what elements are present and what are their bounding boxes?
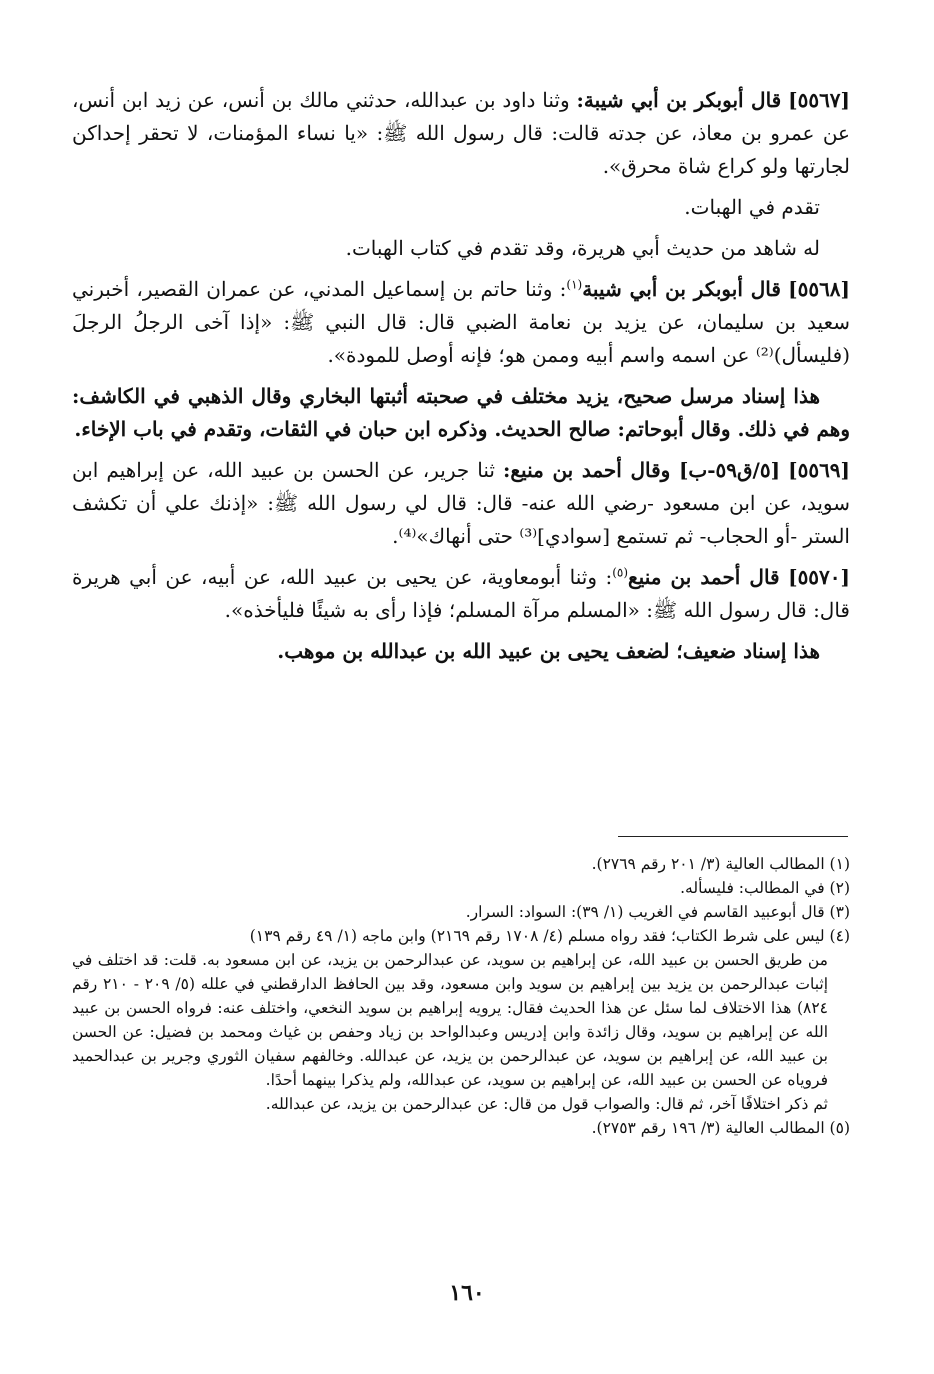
commentary: تقدم في الهبات.	[684, 195, 820, 219]
hadith-lead: قال أحمد بن منيع	[628, 565, 780, 589]
hadith-text: ثنا جرير، عن الحسن بن عبيد الله، عن إبراهيم ابن سويد، عن ابن مسعود -رضي الله عنه- قال: قال لي رسول الله ﷺ: «إذنك علي أن تكشف الستر -أو الحجاب- ثم تستمع [سوادي]⁽³⁾ حتى أنهاك»⁽⁴⁾.	[72, 458, 850, 548]
hadith-text: : وثنا حاتم بن إسماعيل المدني، عن عمران القصير، أخبرني سعيد بن سليمان، عن يزيد بن نعامة الضبي قال: قال النبي ﷺ: «إذا آخى الرجلُ الرجلَ (فليسأل)⁽²⁾ عن اسمه واسم أبيه وممن هو؛ فإنه أوصل للمودة».	[72, 277, 850, 367]
footnote-continuation: ثم ذكر اختلافًا آخر، ثم قال: والصواب قول من قال: عن عبدالرحمن بن يزيد، عن عبدالله.	[265, 1095, 828, 1113]
hadith-number: [٥٥٧٠]	[788, 565, 850, 589]
main-text	[72, 84, 850, 676]
footnote: (٣) قال أبوعبيد القاسم في الغريب (١/ ٣٩): السواد: السرار.	[465, 903, 850, 921]
hadith-lead: [٥/ق٥٩-ب] وقال أحمد بن منيع:	[503, 458, 781, 482]
hadith-lead: قال أبوبكر بن أبي شيبة	[582, 277, 781, 301]
hadith-5569	[72, 454, 850, 553]
hadith-lead: قال أبوبكر بن أبي شيبة:	[576, 88, 782, 112]
hadith-text: : وثنا أبومعاوية، عن يحيى بن عبيد الله، عن أبيه، عن أبي هريرة قال: قال رسول الله ﷺ: «المسلم مرآة المسلم؛ فإذا رأى به شيئًا فليأخذه».	[72, 565, 850, 622]
footnote: (٤) ليس على شرط الكتاب؛ فقد رواه مسلم (٤/ ١٧٠٨ رقم ٢١٦٩) وابن ماجه (١/ ٤٩ رقم ١٣٩)	[249, 927, 850, 945]
footnote: (١) المطالب العالية (٣/ ٢٠١ رقم ٢٧٦٩).	[591, 855, 850, 873]
hadith-5568	[72, 273, 850, 372]
footnote-divider	[618, 836, 848, 837]
footnote: (٥) المطالب العالية (٣/ ١٩٦ رقم ٢٧٥٣).	[591, 1119, 850, 1137]
hadith-number: [٥٥٦٨]	[788, 277, 851, 301]
hadith-text: وثنا داود بن عبدالله، حدثني مالك بن أنس، عن زيد ابن أنس، عن عمرو بن معاذ، عن جدته قالت: قال رسول الله ﷺ: «يا نساء المؤمنات، لا تحقر إحداكن لجارتها ولو كراع شاة محرق».	[72, 88, 850, 178]
commentary: هذا إسناد ضعيف؛ لضعف يحيى بن عبيد الله بن عبدالله بن موهب.	[277, 639, 820, 663]
footnote: (٢) في المطالب: فليسأله.	[680, 879, 850, 897]
footnote-ref: (١)	[566, 277, 583, 292]
footnotes	[72, 852, 850, 1140]
footnote-ref: (٥)	[612, 565, 629, 580]
commentary: له شاهد من حديث أبي هريرة، وقد تقدم في كتاب الهبات.	[345, 236, 820, 260]
hadith-number: [٥٥٦٧]	[788, 88, 851, 112]
hadith-5570	[72, 561, 850, 627]
commentary: هذا إسناد مرسل صحيح، يزيد مختلف في صحبته أثبتها البخاري وقال الذهبي في الكاشف: وهم في ذلك. وقال أبوحاتم: صالح الحديث. وذكره ابن حبان في الثقات، وتقدم في باب الإخاء.	[72, 384, 850, 441]
footnote-continuation: من طريق الحسن بن عبيد الله، عن إبراهيم بن سويد، عن عبدالرحمن بن يزيد، عن ابن مسعود به. قلت: قد اختلف في إثبات عبدالرحمن بن يزيد بين إبراهيم بن سويد وابن مسعود، وقد بين الحافظ الدارقطني في علله (٥/ ٢٠٩ - ٢١٠ رقم ٨٢٤) هذا الاختلاف لما سئل عن هذا الحديث فقال: يرويه إبراهيم بن سويد النخعي، واختلف عنه: فرواه الحسن بن عبيد الله عن إبراهيم بن سويد، وقال زائدة وابن إدريس وعبدالواحد بن زياد وحفص بن غياث ومحمد بن فضيل: عن الحسن بن عبيد الله، عن إبراهيم بن سويد، عن عبدالرحمن بن يزيد، عن عبدالله. وخالفهم سفيان الثوري وجرير بن عبدالحميد فروياه عن الحسن بن عبيد الله، عن إبراهيم بن سويد، عن عبدالله، ولم يذكرا بينهما أحدًا.	[72, 951, 829, 1089]
page-number: ١٦٠	[449, 1280, 485, 1306]
hadith-number: [٥٥٦٩]	[788, 458, 851, 482]
hadith-5567	[72, 84, 850, 183]
